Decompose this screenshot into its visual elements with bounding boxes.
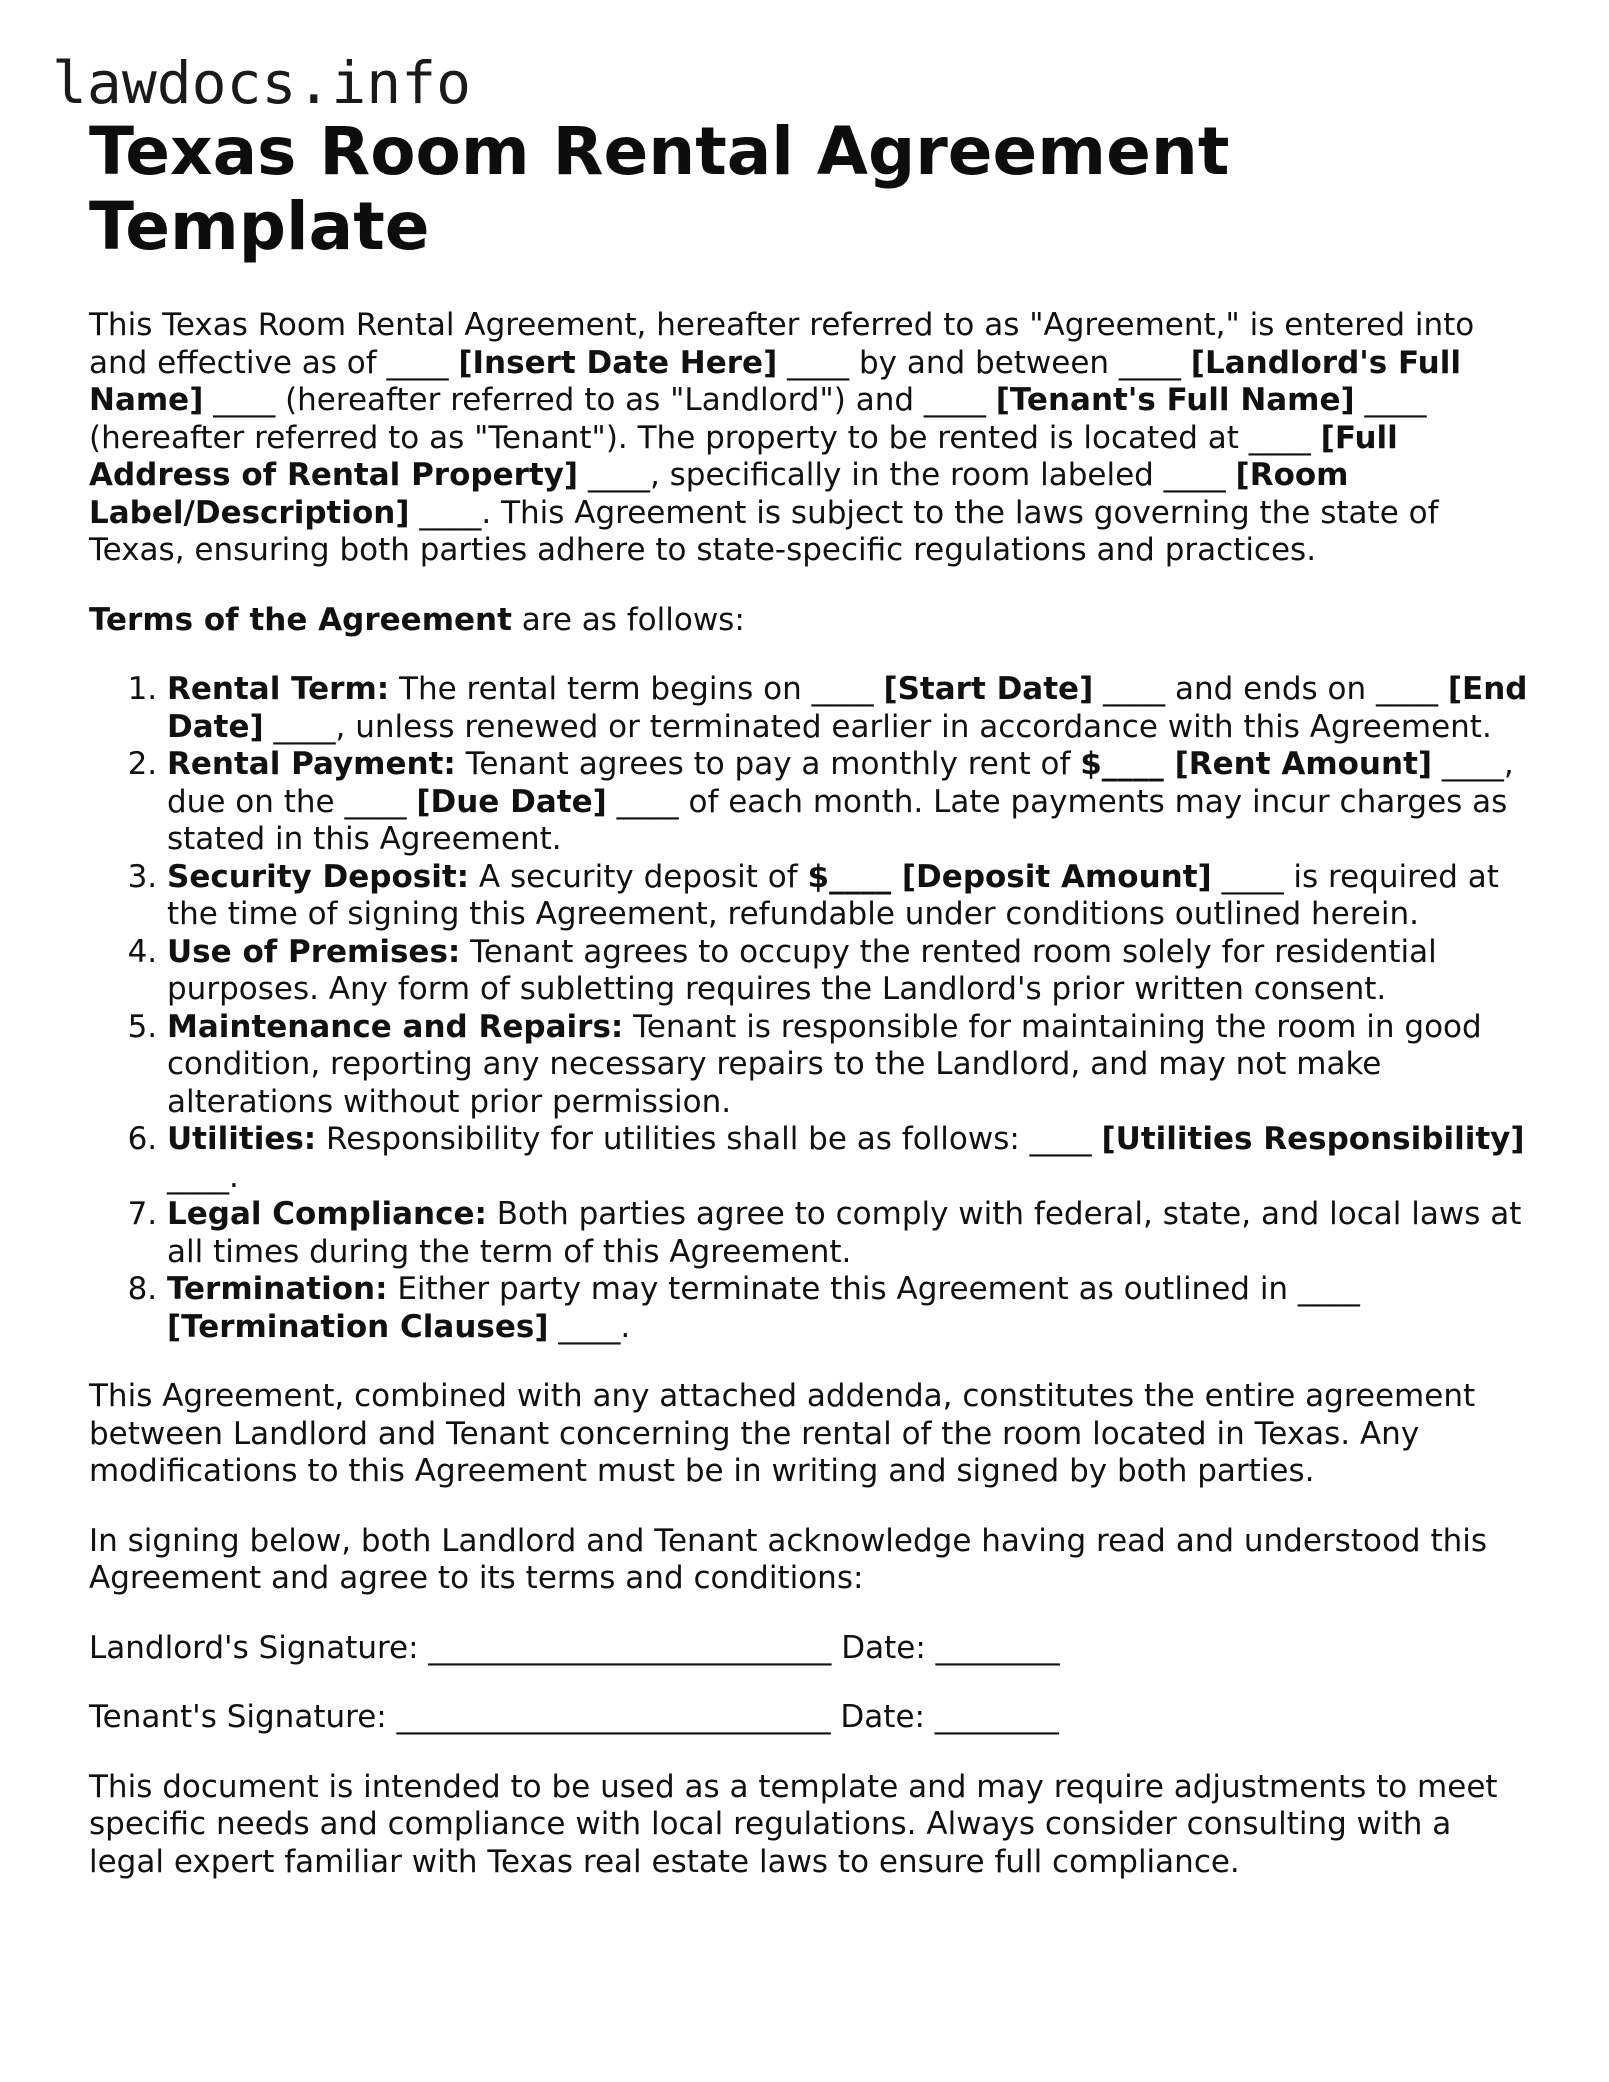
term-label: Maintenance and Repairs: <box>167 1008 624 1045</box>
term-item-rental-term <box>167 671 1529 746</box>
placeholder-insert-date: [Insert Date Here] <box>458 344 778 381</box>
term-text: A security deposit of <box>469 858 808 895</box>
placeholder-landlord-name: [Landlord's Full Name] <box>89 344 1461 418</box>
document-page <box>89 114 1529 1881</box>
placeholder-due-date: [Due Date] <box>416 783 607 820</box>
tenant-signature-line: Tenant's Signature: ____________________________ Date: ________ <box>89 1699 1059 1735</box>
term-item-legal-compliance <box>167 1196 1529 1271</box>
intro-text-2: ____ by and between ____ <box>777 344 1191 381</box>
terms-heading-bold: Terms of the Agreement <box>89 601 512 638</box>
terms-list <box>89 671 1529 1346</box>
placeholder-deposit-amount: $____ [Deposit Amount] <box>807 858 1212 895</box>
term-text: The rental term begins on ____ <box>389 671 884 707</box>
term-item-maintenance <box>167 1009 1529 1122</box>
term-text: ____ and ends on ____ <box>1093 671 1448 707</box>
intro-text-3: ____ (hereafter referred to as "Landlord") and ____ <box>203 382 996 418</box>
term-item-security-deposit <box>167 859 1529 934</box>
placeholder-tenant-name: [Tenant's Full Name] <box>995 382 1355 418</box>
term-item-termination <box>167 1271 1529 1346</box>
term-text: ____, unless renewed or terminated earlier in accordance with this Agreement. <box>263 708 1492 745</box>
term-label: Security Deposit: <box>167 858 470 895</box>
term-item-utilities <box>167 1121 1529 1196</box>
placeholder-start-date: [Start Date] <box>883 671 1094 707</box>
term-text: ____ is required at the time of signing this Agreement, refundable under conditions outlined herein. <box>167 858 1499 932</box>
term-text: Either party may terminate this Agreement as outlined in ____ <box>387 1271 1360 1307</box>
placeholder-end-date: [End Date] <box>167 671 1528 745</box>
term-text: ____. <box>167 1158 239 1195</box>
placeholder-termination-clauses: [Termination Clauses] <box>167 1308 549 1345</box>
document-title: Texas Room Rental Agreement Template <box>89 113 1230 265</box>
intro-text-1: This Texas Room Rental Agreement, hereafter referred to as "Agreement," is entered into and effective as of ____ <box>89 307 1475 381</box>
term-label: Rental Term: <box>167 671 390 707</box>
term-text: Tenant agrees to pay a monthly rent of <box>455 746 1081 782</box>
placeholder-room-label: [Room Label/Description] <box>89 457 1349 531</box>
term-label: Rental Payment: <box>167 746 456 782</box>
placeholder-utilities: [Utilities Responsibility] <box>1101 1121 1525 1157</box>
disclaimer-paragraph: This document is intended to be used as a template and may require adjustments to meet specific needs and compliance with local regulations. Always consider consulting with a legal expert familiar with Texas real estate laws to ensure full compliance. <box>89 1768 1498 1880</box>
intro-text-5: ____, specifically in the room labeled ____ <box>578 457 1236 493</box>
intro-text-4: ____ (hereafter referred to as "Tenant"). The property to be rented is located at ____ <box>89 382 1427 456</box>
term-text: ____. <box>548 1308 631 1345</box>
landlord-signature-line: Landlord's Signature: __________________________ Date: ________ <box>89 1629 1060 1666</box>
entire-agreement-paragraph: This Agreement, combined with any attached addenda, constitutes the entire agreement between Landlord and Tenant concerning the rental of the room located in Texas. Any modifications to this Agreement must be in writing and signed by both parties. <box>89 1378 1476 1489</box>
term-label: Use of Premises: <box>167 933 461 970</box>
term-label: Utilities: <box>167 1121 317 1157</box>
terms-heading-rest: are as follows: <box>511 601 745 638</box>
term-label: Termination: <box>167 1271 388 1307</box>
acknowledgement-paragraph: In signing below, both Landlord and Tenant acknowledge having read and understood this Agreement and agree to its terms and conditions: <box>89 1522 1488 1596</box>
term-text: Tenant is responsible for maintaining the room in good condition, reporting any necessary repairs to the Landlord, and may not make alterations without prior permission. <box>167 1008 1482 1120</box>
term-item-use-of-premises <box>167 934 1529 1009</box>
term-text: Tenant agrees to occupy the rented room solely for residential purposes. Any form of subletting requires the Landlord's prior written consent. <box>167 933 1437 1007</box>
term-text: ____ of each month. Late payments may incur charges as stated in this Agreement. <box>167 783 1508 857</box>
term-text: Responsibility for utilities shall be as follows: ____ <box>316 1121 1102 1157</box>
term-text: ____, due on the ____ <box>167 746 1514 820</box>
intro-text-6: ____. This Agreement is subject to the laws governing the state of Texas, ensuring both parties adhere to state-specific regulations and practices. <box>89 494 1439 568</box>
term-item-rental-payment <box>167 746 1529 859</box>
term-text: Both parties agree to comply with federal, state, and local laws at all times during the term of this Agreement. <box>167 1196 1522 1270</box>
placeholder-property-address: [Full Address of Rental Property] <box>89 419 1398 493</box>
term-label: Legal Compliance: <box>167 1196 487 1232</box>
terms-heading <box>89 602 1529 640</box>
intro-paragraph <box>89 307 1529 570</box>
placeholder-rent-amount: $____ [Rent Amount] <box>1080 746 1433 782</box>
site-watermark: lawdocs.info <box>52 49 472 117</box>
